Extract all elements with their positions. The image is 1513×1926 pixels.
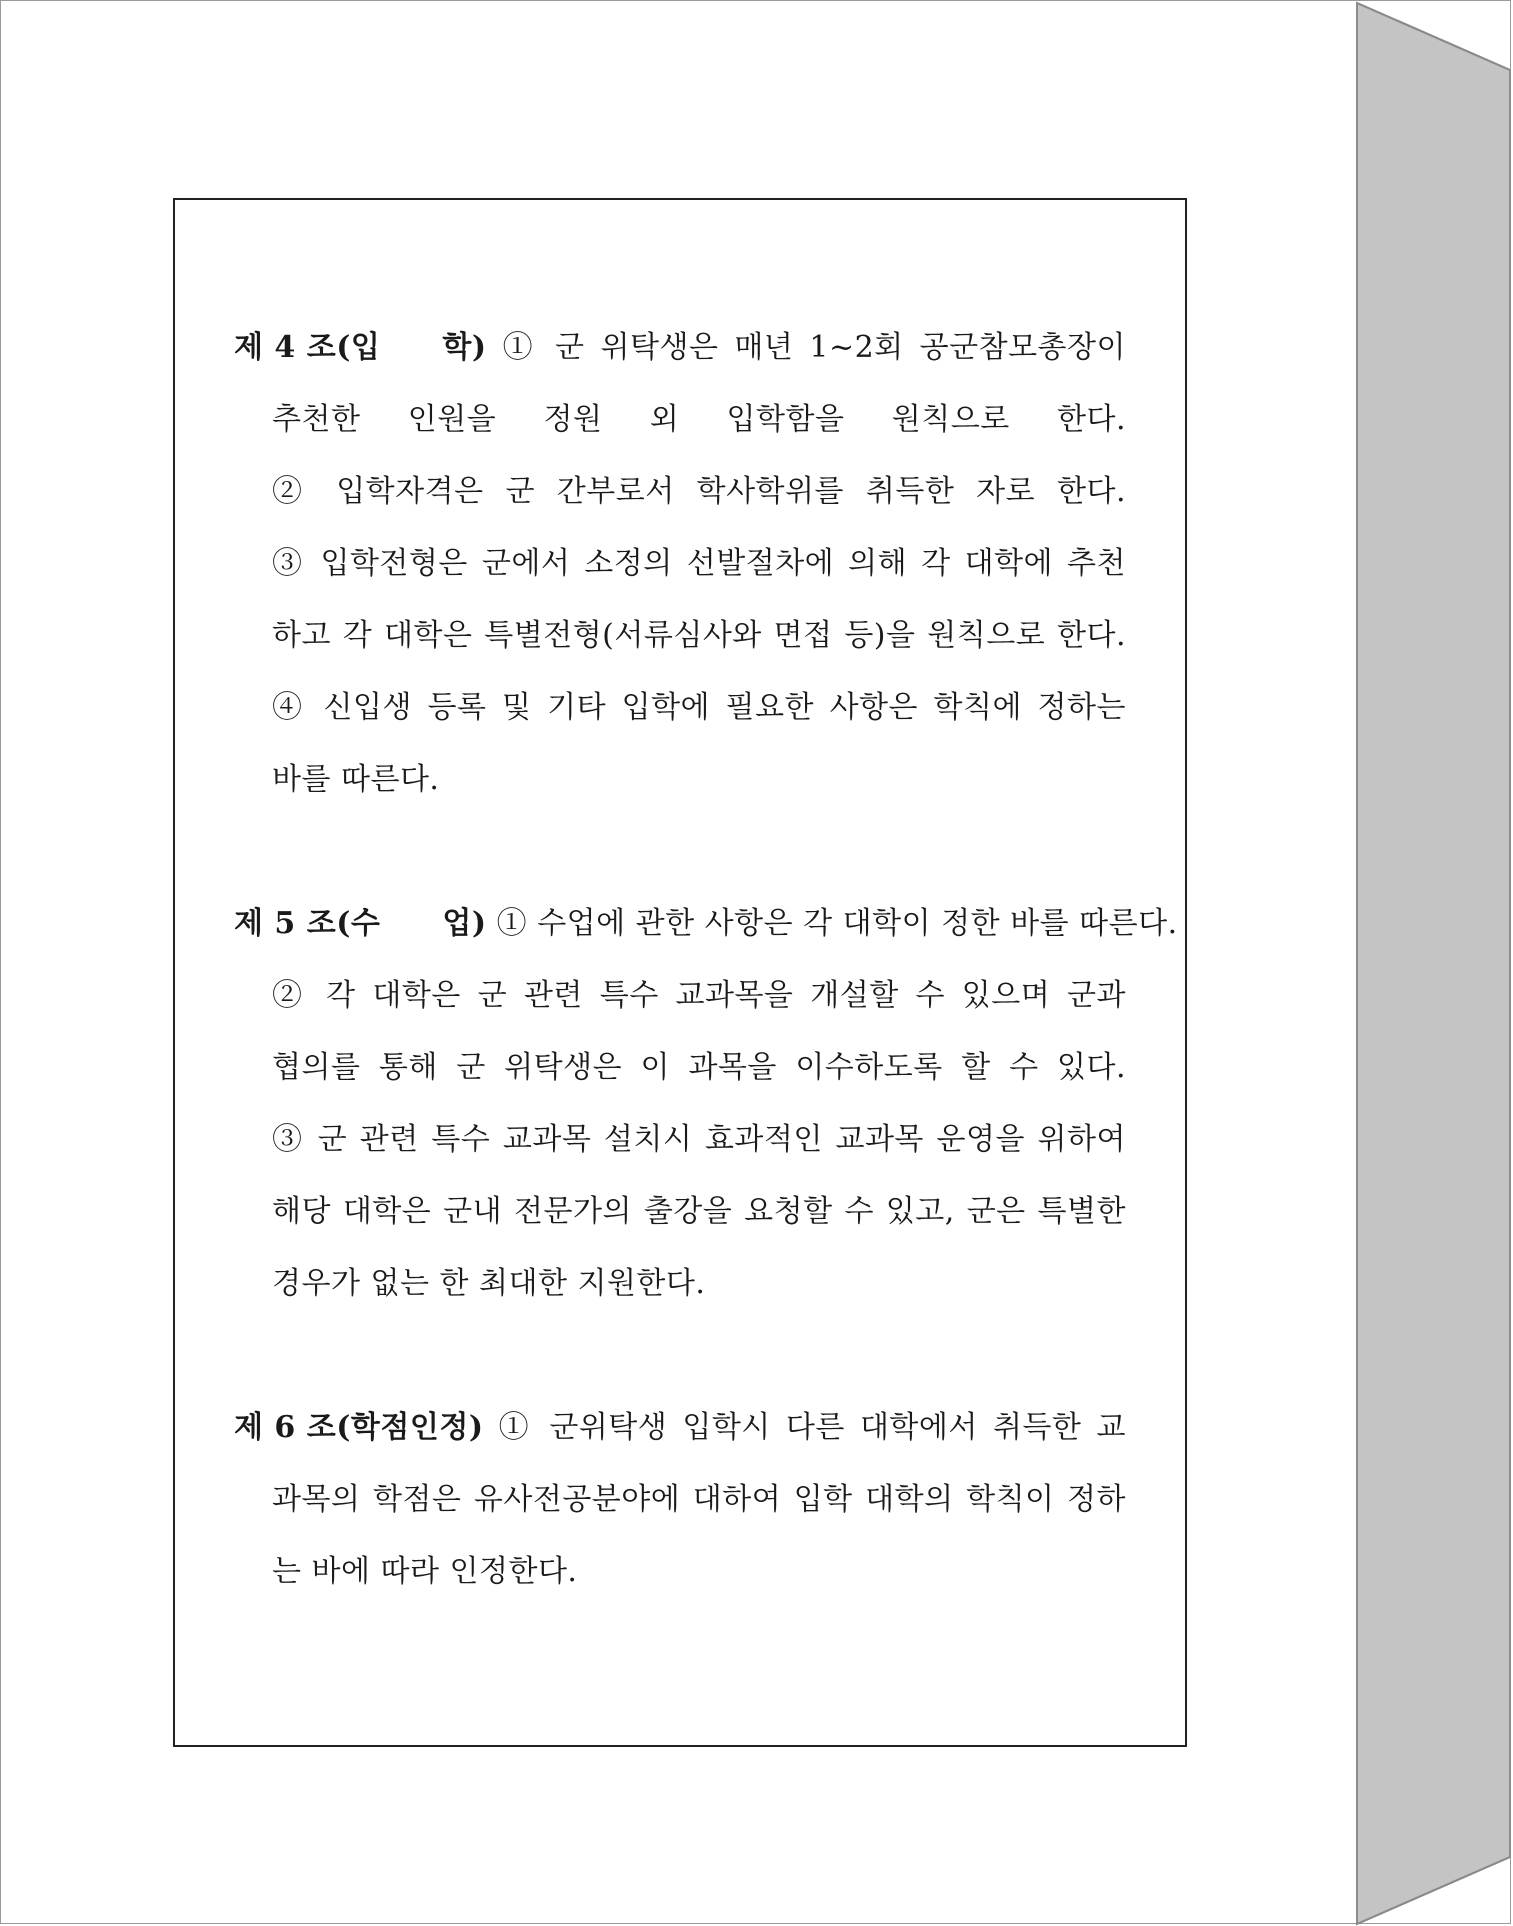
article-5-line-5: 해당 대학은 군내 전문가의 출강을 요청할 수 있고, 군은 특별한 (272, 1194, 1126, 1229)
article-4-text-1: ① 군 위탁생은 매년 1~2회 공군참모총장이 (502, 330, 1126, 365)
article-4-title-close: 학) (442, 330, 487, 365)
article-6-line-1 (234, 1392, 1126, 1464)
article-5-number: 제 5 조 (234, 906, 337, 941)
article-6-heading (234, 1392, 484, 1464)
article-4-line-7: 바를 따른다. (272, 762, 440, 797)
article-5-line-3: 협의를 통해 군 위탁생은 이 과목을 이수하도록 할 수 있다. (272, 1050, 1126, 1085)
article-5-text-1: ① 수업에 관한 사항은 각 대학이 정한 바를 따른다. (496, 906, 1178, 941)
article-5-line-6: 경우가 없는 한 최대한 지원한다. (272, 1266, 706, 1301)
article-6-line-3: 는 바에 따라 인정한다. (272, 1554, 578, 1589)
article-4-line-6: ④ 신입생 등록 및 기타 입학에 필요한 사항은 학칙에 정하는 (272, 690, 1126, 725)
article-5-title-open: (수 (336, 906, 381, 941)
article-6 (234, 1392, 1126, 1608)
article-6-line-2: 과목의 학점은 유사전공분야에 대하여 입학 대학의 학칙이 정하 (272, 1482, 1126, 1517)
article-4-line-4: ③ 입학전형은 군에서 소정의 선발절차에 의해 각 대학에 추천 (272, 546, 1126, 581)
article-spacer (234, 1320, 1126, 1392)
article-5-line-2: ② 각 대학은 군 관련 특수 교과목을 개설할 수 있으며 군과 (272, 978, 1126, 1013)
article-5 (234, 888, 1178, 1320)
article-4-heading (234, 312, 487, 384)
article-4-line-5: 하고 각 대학은 특별전형(서류심사와 면접 등)을 원칙으로 한다. (272, 618, 1126, 653)
article-4-line-3: ② 입학자격은 군 간부로서 학사학위를 취득한 자로 한다. (272, 474, 1126, 509)
article-5-line-1 (234, 888, 1178, 960)
article-6-text-1: ① 군위탁생 입학시 다른 대학에서 취득한 교 (498, 1410, 1126, 1445)
article-4-line-2: 추천한 인원을 정원 외 입학함을 원칙으로 한다. (272, 402, 1126, 437)
article-5-title-close: 업) (442, 906, 487, 941)
article-4-line-1 (234, 312, 1126, 384)
article-4-number: 제 4 조 (234, 330, 337, 365)
article-6-number: 제 6 조 (234, 1410, 337, 1445)
document-content (234, 312, 1178, 1608)
article-4 (234, 312, 1126, 816)
article-5-line-4: ③ 군 관련 특수 교과목 설치시 효과적인 교과목 운영을 위하여 (272, 1122, 1126, 1157)
article-6-title: (학점인정) (336, 1410, 484, 1445)
article-5-heading (234, 888, 487, 960)
article-4-title-open: (입 (336, 330, 381, 365)
article-spacer (234, 816, 1126, 888)
